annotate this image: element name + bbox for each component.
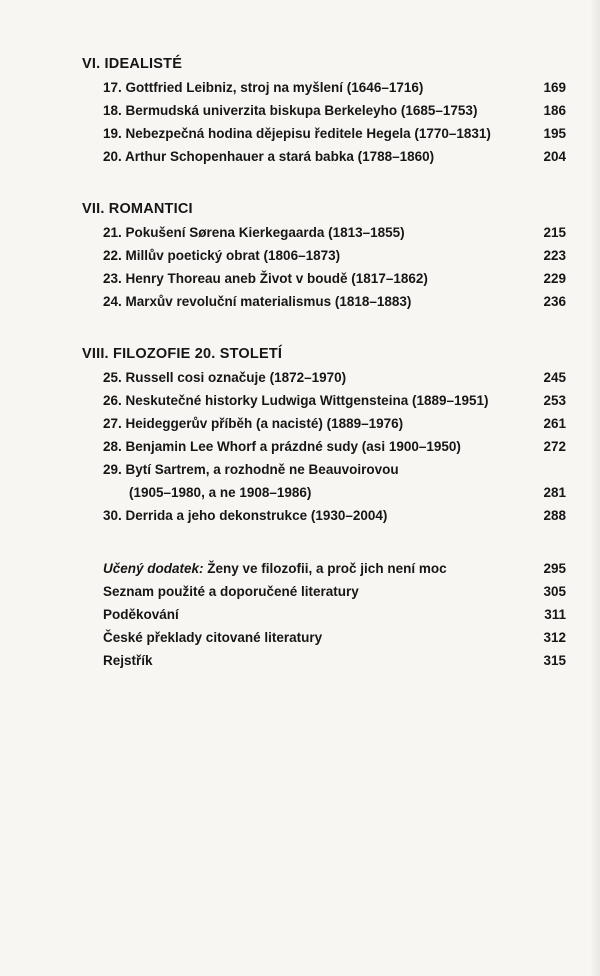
entry-title: 22. Millův poetický obrat (1806–1873) [103,248,341,263]
toc-entry-continuation [82,481,566,504]
toc-entry [82,267,566,290]
section-spacer [82,527,566,557]
toc-entry [82,580,566,603]
entry-page-number: 288 [543,508,566,523]
entry-page-number: 169 [543,80,566,95]
entry-title: 27. Heideggerův příběh (a nacisté) (1889–1976) [103,416,404,431]
entry-title: Poděkování [103,607,179,622]
toc-entry [82,458,566,481]
entry-title: 25. Russell cosi označuje (1872–1970) [103,370,347,385]
entry-page-number: 295 [543,561,566,576]
entry-title [103,557,447,580]
page-edge-shadow [590,0,600,976]
toc-entry [82,435,566,458]
entry-title: 24. Marxův revoluční materialismus (1818–1883) [103,294,412,309]
toc-entry [82,221,566,244]
toc-entry [82,626,566,649]
entry-title: Rejstřík [103,653,153,668]
entry-title: 28. Benjamin Lee Whorf a prázdné sudy (asi 1900–1950) [103,439,461,454]
toc-entry [82,99,566,122]
entry-title: 23. Henry Thoreau aneb Život v boudě (1817–1862) [103,271,428,286]
entry-page-number: 186 [543,103,566,118]
section-title: VIII. FILOZOFIE 20. STOLETÍ [82,346,283,362]
entry-page-number: 253 [543,393,566,408]
entry-title: 30. Derrida a jeho dekonstrukce (1930–2004) [103,508,388,523]
entry-page-number: 272 [543,439,566,454]
entry-title: 18. Bermudská univerzita biskupa Berkeleyho (1685–1753) [103,103,478,118]
entry-page-number: 204 [543,149,566,164]
toc-entry [82,290,566,313]
toc-entry [82,649,566,672]
section-spacer [82,168,566,197]
entry-title: 20. Arthur Schopenhauer a stará babka (1788–1860) [103,149,435,164]
entry-page-number: 312 [543,630,566,645]
toc-entry [82,76,566,99]
toc-entry [82,145,566,168]
entry-page-number: 305 [543,584,566,599]
toc-entry [82,389,566,412]
entry-page-number: 311 [544,607,566,622]
table-of-contents [82,52,566,672]
entry-title: 17. Gottfried Leibniz, stroj na myšlení (1646–1716) [103,80,424,95]
entry-page-number: 236 [543,294,566,309]
section-title: VI. IDEALISTÉ [82,56,183,72]
appendix-label: Učený dodatek: [103,561,204,576]
entry-page-number: 215 [543,225,566,240]
entry-page-number: 223 [543,248,566,263]
entry-page-number: 245 [543,370,566,385]
entry-page-number: 195 [543,126,566,141]
entry-title: 26. Neskutečné historky Ludwiga Wittgensteina (1889–1951) [103,393,489,408]
toc-entry [82,122,566,145]
toc-entry [82,603,566,626]
entry-page-number: 261 [543,416,566,431]
toc-section-viii [82,342,566,527]
toc-entry [82,244,566,267]
entry-title: 21. Pokušení Sørena Kierkegaarda (1813–1855) [103,225,405,240]
entry-title: 29. Bytí Sartrem, a rozhodně ne Beauvoirovou [103,462,399,477]
toc-back-matter [82,557,566,672]
section-title: VII. ROMANTICI [82,201,193,217]
toc-entry [82,557,566,580]
toc-entry [82,366,566,389]
toc-section-vi [82,52,566,168]
entry-title: Seznam použité a doporučené literatury [103,584,359,599]
appendix-title: Ženy ve filozofii, a proč jich není moc [203,561,447,576]
entry-page-number: 281 [543,485,566,500]
entry-page-number: 315 [543,653,566,668]
toc-entry [82,504,566,527]
toc-entry [82,412,566,435]
entry-title: (1905–1980, a ne 1908–1986) [129,485,312,500]
section-spacer [82,313,566,342]
entry-title: 19. Nebezpečná hodina dějepisu ředitele Hegela (1770–1831) [103,126,491,141]
entry-title: České překlady citované literatury [103,630,323,645]
toc-section-vii [82,197,566,313]
entry-page-number: 229 [543,271,566,286]
